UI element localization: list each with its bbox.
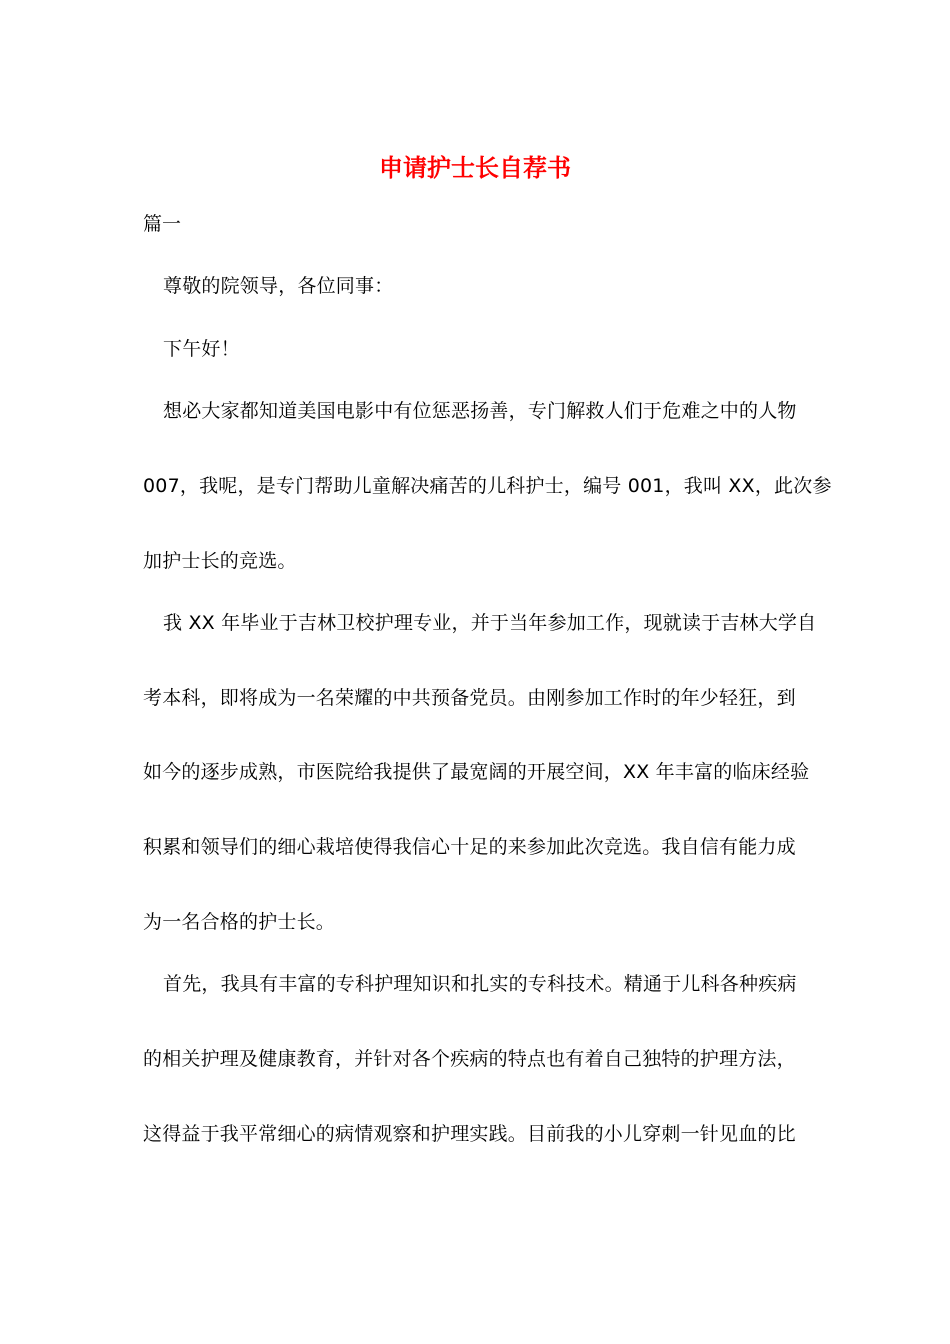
document-title: 申请护士长自荐书 [379,153,571,182]
body-line: 007，我呢，是专门帮助儿童解决痛苦的儿科护士，编号 001，我叫 XX，此次参 [143,475,832,497]
body-line: 如今的逐步成熟，市医院给我提供了最宽阔的开展空间，XX 年丰富的临床经验 [143,761,810,783]
body-line: 积累和领导们的细心栽培使得我信心十足的来参加此次竞选。我自信有能力成 [143,836,796,858]
body-line: 加护士长的竞选。 [143,550,297,572]
body-line: 首先，我具有丰富的专科护理知识和扎实的专科技术。精通于儿科各种疾病 [163,973,797,995]
section-heading: 篇一 [143,213,182,235]
greeting-line: 下午好！ [163,338,240,360]
body-line: 这得益于我平常细心的病情观察和护理实践。目前我的小儿穿刺一针见血的比 [143,1123,796,1145]
body-line: 为一名合格的护士长。 [143,911,336,933]
body-line: 想必大家都知道美国电影中有位惩恶扬善，专门解救人们于危难之中的人物 [163,400,797,422]
body-line: 考本科，即将成为一名荣耀的中共预备党员。由刚参加工作时的年少轻狂，到 [143,687,796,709]
body-line: 我 XX 年毕业于吉林卫校护理专业，并于当年参加工作，现就读于吉林大学自 [163,612,817,634]
body-line: 的相关护理及健康教育，并针对各个疾病的特点也有着自己独特的护理方法， [143,1048,796,1070]
salutation-line: 尊敬的院领导，各位同事： [163,275,394,297]
